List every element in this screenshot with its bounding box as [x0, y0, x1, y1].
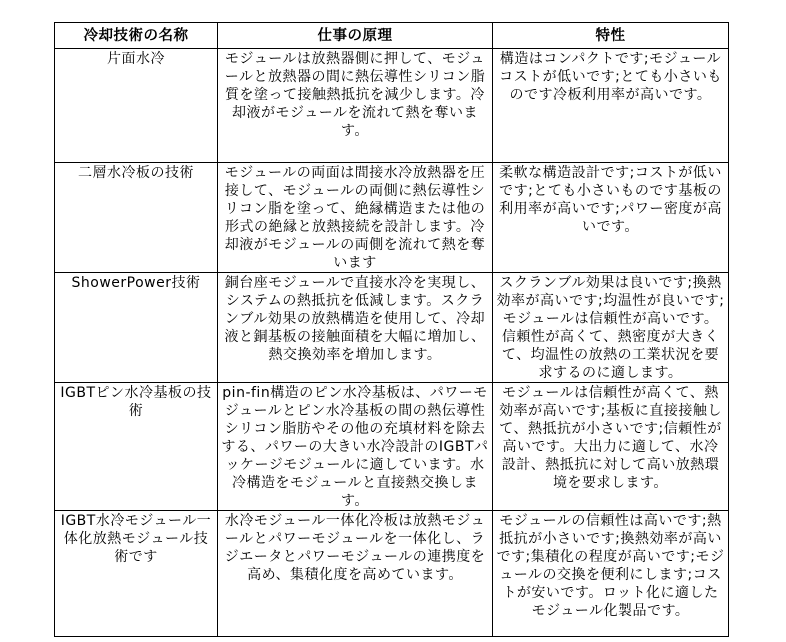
characteristics-text: モジュールの信頼性は高いです;熱抵抗が小さいです;換熱効率が高いです;集積化の程度が高いです;モジュールの交換を便利にします;コストが安いです。ロット化に適したモジュール化製品です。 — [496, 513, 725, 619]
technology-name: 二層水冷板の技術 — [78, 165, 194, 181]
principle-cell — [218, 163, 493, 273]
header-characteristics: 特性 — [493, 23, 729, 49]
table-row — [55, 163, 729, 273]
technology-name-cell — [55, 163, 218, 273]
table-row — [55, 383, 729, 511]
header-row — [55, 23, 729, 49]
principle-cell — [218, 273, 493, 383]
principle-cell — [218, 511, 493, 637]
principle-text: モジュールの両面は間接水冷放熱器を圧接して、モジュールの両側に熱伝導性シリコン脂を塗って、絶縁構造または他の形式の絶縁と放熱接続を設計します。冷却液がモジュールの両側を流れて熱を奪います — [224, 165, 486, 271]
characteristics-text: モジュールは信頼性が高くて、熱効率が高いです;基板に直接接触して、熱抵抗が小さいです;信頼性が高いです。大出力に適して、水冷設計、熱抵抗に対して高い放熱環境を要求します。 — [499, 385, 722, 491]
characteristics-cell — [493, 163, 729, 273]
principle-cell — [218, 49, 493, 163]
principle-text: 銅台座モジュールで直接水冷を実現し、システムの熱抵抗を低減します。スクランブル効果の放熱構造を使用して、冷却液と銅基板の接触面積を大幅に増加し、熱交換効率を増加します。 — [224, 275, 486, 363]
characteristics-cell — [493, 383, 729, 511]
technology-name: 片面水冷 — [107, 51, 165, 67]
characteristics-cell — [493, 511, 729, 637]
technology-name: IGBT水冷モジュール一体化放熱モジュール技術です — [60, 513, 212, 565]
header-working-principle: 仕事の原理 — [218, 23, 493, 49]
principle-text: モジュールは放熱器側に押して、モジュールと放熱器の間に熱伝導性シリコン脂質を塗って接触熱抵抗を減少します。冷却液がモジュールを流れて熱を奪います。 — [224, 51, 486, 139]
table-row — [55, 273, 729, 383]
principle-cell — [218, 383, 493, 511]
characteristics-text: 柔軟な構造設計です;コストが低いです;とても小さいものです基板の利用率が高いです;パワー密度が高いです。 — [499, 165, 722, 235]
table-row — [55, 511, 729, 637]
principle-text: 水冷モジュール一体化冷板は放熱モジュールとパワーモジュールを一体化し、ラジエータとパワーモジュールの連携度を高め、集積化度を高めています。 — [224, 513, 486, 583]
technology-name: IGBTピン水冷基板の技術 — [60, 385, 212, 419]
characteristics-text: スクランブル効果は良いです;換熱効率が高いです;均温性が良いです;モジュールは信頼性が高いです。信頼性が高くて、熱密度が大きくて、均温性の放熱の工業状況を要求するのに適します。 — [496, 275, 725, 381]
technology-name-cell — [55, 511, 218, 637]
technology-name: ShowerPower技術 — [71, 275, 201, 291]
header-technology-name: 冷却技術の名称 — [55, 23, 218, 49]
characteristics-text: 構造はコンパクトです;モジュールコストが低いです;とても小さいものです冷板利用率が高いです。 — [499, 51, 722, 103]
cooling-technology-table — [54, 22, 729, 637]
principle-text: pin-fin構造のピン水冷基板は、パワーモジュールとピン水冷基板の間の熱伝導性シリコン脂肪やその他の充填材料を除去する、パワーの大きい水冷設計のIGBTパッケージモジュールに適しています。水冷構造をモジュールと直接熱交換します。 — [221, 385, 489, 509]
technology-name-cell — [55, 273, 218, 383]
technology-name-cell — [55, 383, 218, 511]
characteristics-cell — [493, 49, 729, 163]
characteristics-cell — [493, 273, 729, 383]
technology-name-cell — [55, 49, 218, 163]
table-row — [55, 49, 729, 163]
